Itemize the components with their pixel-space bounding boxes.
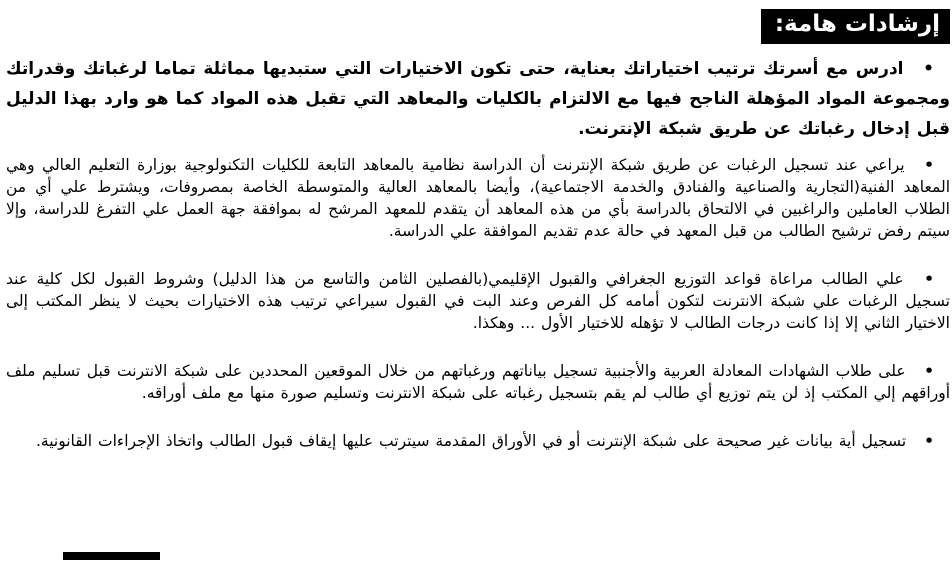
page-title-text: إرشادات هامة: xyxy=(774,11,940,37)
instruction-text-2: يراعي عند تسجيل الرغبات عن طريق شبكة الإنترنت أن الدراسة نظامية بالمعاهد التابعة للكليات التكنولوجية بوزارة التعليم العالي وهي المعاهد الفنية(التجارية والصناعية والفنادق والخدمة الاجتماعية)، وأيضا بالمعاهد العالية والمتوسطة الخاصة بمصروفات، ويشترط علي أي من الطلاب العاملين والراغبين في الالتحاق بالدراسة بأي من هذه المعاهد أن يتقدم للمعهد المرشح له بموافقة جهة العمل علي التفرغ للدراسة، وإلا سيتم رفض ترشيح الطالب من قبل المعهد في حالة عدم تقديم الموافقة علي الدراسة. xyxy=(6,155,950,240)
instruction-item-1 xyxy=(6,54,950,144)
instruction-item-5 xyxy=(6,430,950,452)
bullet-icon: • xyxy=(924,155,934,174)
bullet-icon: • xyxy=(924,431,934,450)
bottom-black-bar xyxy=(63,552,160,560)
page-title xyxy=(761,9,950,44)
instruction-text-1: ادرس مع أسرتك ترتيب اختياراتك بعناية، حتى تكون الاختيارات التي ستبديها مماثلة تماما لرغباتك وقدراتك ومجموعة المواد المؤهلة الناجح فيها مع الالتزام بالكليات والمعاهد التي تقبل هذه المواد كما هو وارد بهذا الدليل قبل إدخال رغباتك عن طريق شبكة الإنترنت. xyxy=(6,58,950,139)
instruction-text-5: تسجيل أية بيانات غير صحيحة على شبكة الإنترنت أو في الأوراق المقدمة سيترتب عليها إيقاف قبول الطالب واتخاذ الإجراءات القانونية. xyxy=(35,431,907,450)
instruction-item-2 xyxy=(6,154,950,242)
instruction-text-4: على طلاب الشهادات المعادلة العربية والأجنبية تسجيل بياناتهم ورغباتهم من خلال الموقعين المحددين على شبكة الانترنت قبل تسليم ملف أوراقهم إلي المكتب إذ لن يتم توزيع أي طالب لم يقم بتسجيل رغباته على شبكة الانترنت وتسليم صورة منها مع ملف أوراقه. xyxy=(6,361,950,402)
instruction-item-3 xyxy=(6,268,950,334)
instruction-text-3: علي الطالب مراعاة قواعد التوزيع الجغرافي والقبول الإقليمي(بالفصلين الثامن والتاسع من هذا الدليل) وشروط القبول لكل كلية عند تسجيل الرغبات علي شبكة الانترنت لتكون أمامه كل الفرص وعند البت في القبول سيراعي ترتيب هذه الاختيارات بحيث لا ينظر المكتب إلى الاختيار الثاني إلا إذا كانت درجات الطالب لا تؤهله للاختيار الأول ... وهكذا. xyxy=(6,269,950,332)
bullet-icon: • xyxy=(924,269,934,288)
bullet-icon: • xyxy=(923,58,935,79)
bullet-icon: • xyxy=(924,361,934,380)
instruction-item-4 xyxy=(6,360,950,404)
